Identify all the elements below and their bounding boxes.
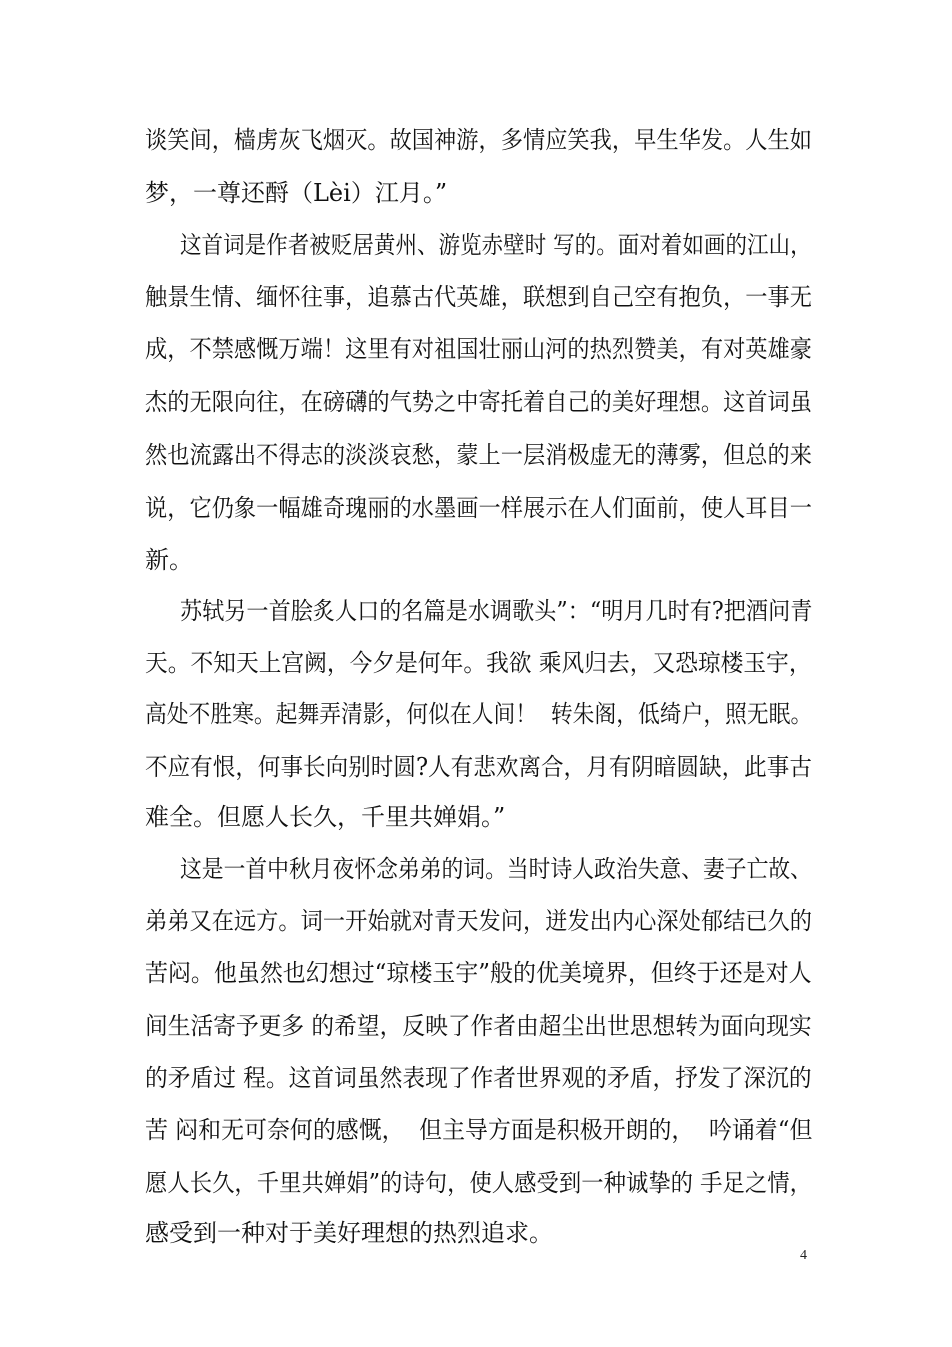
text-line: 苦闷。他虽然也幻想过“琼楼玉宇”般的优美境界，但终于还是对人 — [145, 959, 812, 987]
text-line: 愿人长久，千里共婵娟”的诗句，使人感受到一种诚挚的 手足之情， — [145, 1169, 812, 1197]
text-line: 的矛盾过 程。这首词虽然表现了作者世界观的矛盾，抒发了深沉的 — [145, 1064, 812, 1092]
text-line: 新。 — [145, 546, 193, 574]
text-line: 谈笑间，樯虏灰飞烟灭。故国神游，多情应笑我，早生华发。人生如 — [145, 126, 813, 154]
text-line: 难全。但愿人长久，千里共婵娟。” — [145, 803, 506, 831]
page-number: 4 — [800, 1248, 807, 1263]
text-line: 不应有恨，何事长向别时圆?人有悲欢离合，月有阴暗圆缺，此事古 — [145, 753, 812, 781]
text-line: 成，不禁感慨万端！这里有对祖国壮丽山河的热烈赞美，有对英雄豪 — [145, 335, 813, 363]
text-line: 弟弟又在远方。词一开始就对青天发问，迸发出内心深处郁结已久的 — [145, 907, 813, 935]
text-line: 苦 闷和无可奈何的感慨， 但主导方面是积极开朗的， 吟诵着“但 — [145, 1116, 813, 1144]
text-line: 触景生情、缅怀往事，追慕古代英雄，联想到自己空有抱负，一事无 — [145, 283, 813, 311]
text-line: 杰的无限向往，在磅礴的气势之中寄托着自己的美好理想。这首词虽 — [145, 388, 813, 416]
text-line: 高处不胜寒。起舞弄清影，何似在人间！ 转朱阁，低绮户，照无眠。 — [145, 700, 813, 728]
paragraph-start-line: 这首词是作者被贬居黄州、游览赤壁时 写的。面对着如画的江山， — [180, 231, 812, 259]
text-line: 然也流露出不得志的淡淡哀愁，蒙上一层消极虚无的薄雾，但总的来 — [145, 441, 813, 469]
paragraph-start-line: 这是一首中秋月夜怀念弟弟的词。当时诗人政治失意、妻子亡故、 — [180, 855, 812, 883]
text-line: 间生活寄予更多 的希望，反映了作者由超尘出世思想转为面向现实 — [145, 1012, 812, 1040]
text-line: 天。不知天上宫阙，今夕是何年。我欲 乘风归去，又恐琼楼玉宇， — [145, 649, 812, 677]
text-line: 感受到一种对于美好理想的热烈追求。 — [145, 1219, 553, 1247]
text-line: 说，它仍象一幅雄奇瑰丽的水墨画一样展示在人们面前，使人耳目一 — [145, 494, 813, 522]
text-line: 梦，一尊还酹（Lèi）江月。” — [145, 179, 448, 207]
paragraph-start-line: 苏轼另一首脍炙人口的名篇是水调歌头”：“明月几时有?把酒问青 — [180, 597, 813, 625]
